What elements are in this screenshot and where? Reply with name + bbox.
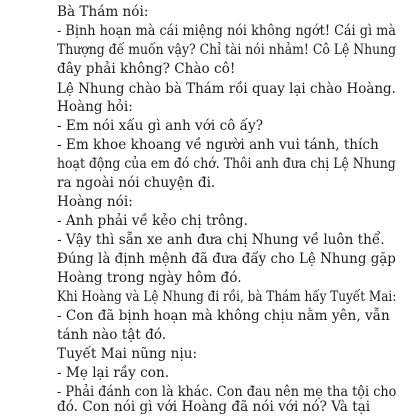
text-line: Lệ Nhung chào bà Thám rồi quay lại chào Hoàng. xyxy=(57,81,396,97)
text-line: - Phải đánh con là khác. Con đau nên mẹ tha tội cho xyxy=(57,384,397,400)
text-line: - Em nói xấu gì anh với cô ấy? xyxy=(57,118,263,134)
text-line: Bà Thám nói: xyxy=(57,4,149,20)
text-line: - Bịnh hoạn mà cái miệng nói không ngớt! Cái gì mà xyxy=(57,23,396,39)
text-line: đó. Con nói gì với Hoàng đã nói với nó? Và tại xyxy=(57,399,371,415)
text-line: Hoàng nói: xyxy=(57,194,133,210)
text-line: Hoàng hỏi: xyxy=(57,99,133,115)
text-line: - Vậy thì sẵn xe anh đưa chị Nhung về luôn thể. xyxy=(57,232,385,248)
text-line: Hoàng trong ngày hôm đó. xyxy=(57,270,242,286)
text-line: - Mẹ lại rầy con. xyxy=(57,365,170,381)
text-line: Khi Hoàng và Lệ Nhung đi rồi, bà Thám hấy Tuyết Mai: xyxy=(57,289,397,305)
text-line: - Em khoe khoang về người anh vui tánh, thích xyxy=(57,137,379,153)
text-line: Tuyết Mai nũng nịu: xyxy=(57,346,198,362)
text-line: - Con đã bịnh hoạn mà không chịu nằm yên, vẫn xyxy=(57,308,390,324)
text-line: Đúng là định mệnh đã đưa đẩy cho Lệ Nhung gặp xyxy=(57,251,396,267)
text-line: hoạt động của em đó chớ. Thôi anh đưa chị Lệ Nhung xyxy=(57,156,396,172)
text-line: Thượng đế muốn vậy? Chỉ tài nói nhảm! Cô Lệ Nhung xyxy=(57,42,397,58)
text-line: đây phải không? Chào cô! xyxy=(57,61,236,77)
text-line: ra ngoài nói chuyện đi. xyxy=(57,175,216,191)
text-line: tánh nào tật đó. xyxy=(57,327,167,343)
text-line: - Anh phải về kẻo chị trông. xyxy=(57,213,248,229)
